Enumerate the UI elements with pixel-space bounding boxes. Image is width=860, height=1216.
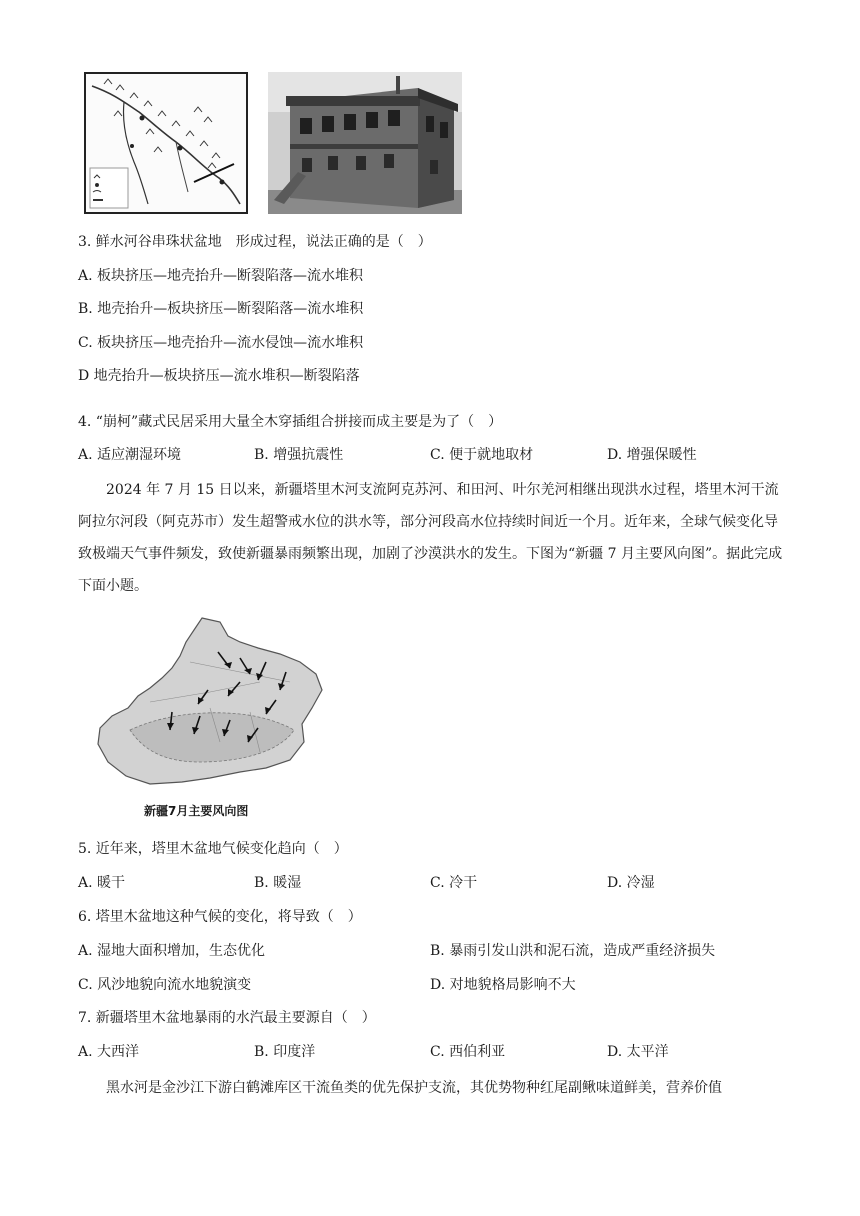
q7-stem: 7. 新疆塔里木盆地暴雨的水汽最主要源自（ ） xyxy=(78,1010,376,1026)
q3-option-a: A. 板块挤压—地壳抬升—断裂陷落—流水堆积 xyxy=(78,268,364,284)
q6-option-a: A. 湿地大面积增加，生态优化 xyxy=(78,943,266,959)
q7-option-c: C. 西伯利亚 xyxy=(430,1044,506,1060)
q4-option-a: A. 适应潮湿环境 xyxy=(78,447,182,463)
q5-option-b: B. 暖湿 xyxy=(254,875,302,891)
map-caption: 新疆7月主要风向图 xyxy=(144,804,249,818)
q5-option-a: A. 暖干 xyxy=(78,875,126,891)
tibetan-house-photo xyxy=(268,72,462,214)
q6-option-d: D. 对地貌格局影响不大 xyxy=(430,977,576,993)
passage-heishui-river: 黑水河是金沙江下游白鹤滩库区干流鱼类的优先保护支流，其优势物种红尾副鳅味道鲜美，营养价值 xyxy=(106,1080,722,1096)
q7-option-d: D. 太平洋 xyxy=(607,1044,669,1060)
river-valley-map xyxy=(84,72,248,214)
q5-option-d: D. 冷湿 xyxy=(607,875,655,891)
q4-option-c: C. 便于就地取材 xyxy=(430,447,534,463)
q3-stem: 3. 鲜水河谷串珠状盆地 形成过程，说法正确的是（ ） xyxy=(78,234,432,250)
q6-option-c: C. 风沙地貌向流水地貌演变 xyxy=(78,977,252,993)
q4-option-b: B. 增强抗震性 xyxy=(254,447,344,463)
q6-option-b: B. 暴雨引发山洪和泥石流，造成严重经济损失 xyxy=(430,943,716,959)
q6-stem: 6. 塔里木盆地这种气候的变化，将导致（ ） xyxy=(78,909,362,925)
q4-stem: 4. “崩柯”藏式民居采用大量全木穿插组合拼接而成主要是为了（ ） xyxy=(78,414,503,430)
xinjiang-wind-map xyxy=(90,612,330,798)
q7-option-a: A. 大西洋 xyxy=(78,1044,140,1060)
q3-option-b: B. 地壳抬升—板块挤压—断裂陷落—流水堆积 xyxy=(78,301,364,317)
q3-option-d: D 地壳抬升—板块挤压—流水堆积—断裂陷落 xyxy=(78,368,360,384)
q3-option-c: C. 板块挤压—地壳抬升—流水侵蚀—流水堆积 xyxy=(78,335,364,351)
q5-option-c: C. 冷干 xyxy=(430,875,478,891)
q7-option-b: B. 印度洋 xyxy=(254,1044,316,1060)
q4-option-d: D. 增强保暖性 xyxy=(607,447,697,463)
passage-flood: 2024 年 7 月 15 日以来，新疆塔里木河支流阿克苏河、和田河、叶尔羌河相继出现洪水过程，塔里木河干流阿拉尔河段（阿克苏市）发生超警戒水位的洪水等，部分河段高水位持续时间近一个月。近年来，全球气候变化导致极端天气事件频发，致使新疆暴雨频繁出现，加剧了沙漠洪水的发生。下图为“新疆 7 月主要风向图”。据此完成下面小题。 xyxy=(78,482,783,594)
q5-stem: 5. 近年来，塔里木盆地气候变化趋向（ ） xyxy=(78,841,348,857)
